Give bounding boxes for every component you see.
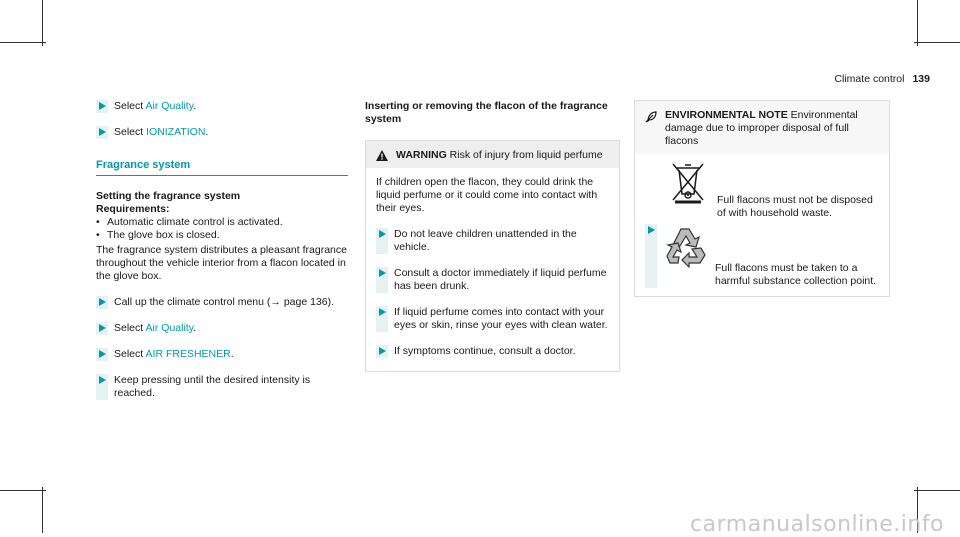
watermark: carmanualsonline.info (690, 512, 944, 537)
page-number: 139 (912, 73, 930, 85)
requirements-list (96, 216, 348, 242)
step-arrow-icon (96, 296, 108, 309)
crop-mark (42, 487, 43, 533)
step-select-air-freshener: Select AIR FRESHENER. (96, 348, 348, 361)
subheading: Setting the fragrance system (96, 190, 241, 202)
step-arrow-icon (96, 374, 108, 400)
recycle-text: Full flacons must be taken to a harmful substance collection point. (715, 262, 877, 287)
crossed-out-bin-icon (671, 162, 705, 204)
step-arrow-icon (376, 306, 388, 332)
column-right (634, 100, 890, 297)
warning-text: Risk of injury from liquid perfume (449, 149, 603, 161)
warning-label: WARNING (396, 149, 447, 161)
menu-item-air-quality: Air Quality (145, 100, 194, 112)
step-arrow-icon (376, 345, 388, 358)
step-arrow-icon (376, 267, 388, 293)
warning-box (365, 140, 620, 372)
menu-item-air-quality: Air Quality (145, 322, 194, 334)
crop-mark (0, 42, 46, 43)
step-arrow-icon (96, 322, 108, 335)
bin-text: Full flacons must not be disposed of with household waste. (717, 194, 873, 219)
environmental-note-label: ENVIRONMENTAL NOTE (665, 109, 788, 121)
list-item: Consult a doctor immediately if liquid perfume has been drunk. (376, 267, 611, 293)
warning-intro: If children open the flacon, they could drink the liquid perfume or it could come into contact with their eyes. (376, 176, 598, 214)
requirements-label: Requirements: (96, 203, 170, 215)
crossed-bin-row (645, 162, 879, 220)
description: The fragrance system distributes a pleasant fragrance throughout the vehicle interior from a flacon located in the glove box. (96, 244, 347, 282)
step-select-ionization: Select IONIZATION. (96, 126, 348, 139)
page-header (834, 73, 930, 86)
crop-mark (42, 0, 43, 46)
warning-header (366, 141, 619, 168)
step-arrow-icon (376, 228, 388, 254)
list-item: • Automatic climate control is activated. (96, 216, 348, 229)
crop-mark (0, 490, 46, 491)
list-item: • The glove box is closed. (96, 229, 348, 242)
crop-mark (914, 42, 960, 43)
step-arrow-icon (645, 224, 657, 288)
section-heading: Inserting or removing the flacon of the fragrance system (365, 100, 608, 125)
step-call-up-menu: Call up the climate control menu (→ page 136). (96, 296, 348, 309)
environment-leaf-icon (645, 110, 658, 123)
environmental-note-body (635, 154, 889, 296)
step-select-air-quality: Select Air Quality. (96, 100, 348, 113)
section-name: Climate control (834, 73, 905, 85)
recycle-step (645, 224, 879, 288)
crop-mark (914, 490, 960, 491)
list-item: If symptoms continue, consult a doctor. (376, 345, 611, 358)
step-keep-pressing: Keep pressing until the desired intensity is reached. (96, 374, 348, 400)
list-item: If liquid perfume comes into contact with your eyes or skin, rinse your eyes with clean water. (376, 306, 611, 332)
menu-item-ionization: IONIZATION (146, 126, 206, 138)
menu-item-air-freshener: AIR FRESHENER (145, 348, 231, 360)
warning-body (366, 168, 619, 358)
step-select-air-quality-2: Select Air Quality. (96, 322, 348, 335)
column-left (96, 100, 348, 413)
column-middle (365, 100, 620, 372)
section-title: Fragrance system (96, 159, 348, 176)
step-arrow-icon (96, 348, 108, 361)
environmental-note-text: Environmental damage due to improper disposal of full flacons (665, 109, 858, 147)
recycle-icon (665, 224, 709, 268)
environmental-note-header (635, 101, 889, 154)
step-arrow-icon (96, 100, 108, 113)
warning-triangle-icon (376, 150, 388, 161)
list-item: Do not leave children unattended in the vehicle. (376, 228, 611, 254)
step-arrow-icon (96, 126, 108, 139)
environmental-note-box (634, 100, 890, 297)
crop-mark (917, 0, 918, 46)
